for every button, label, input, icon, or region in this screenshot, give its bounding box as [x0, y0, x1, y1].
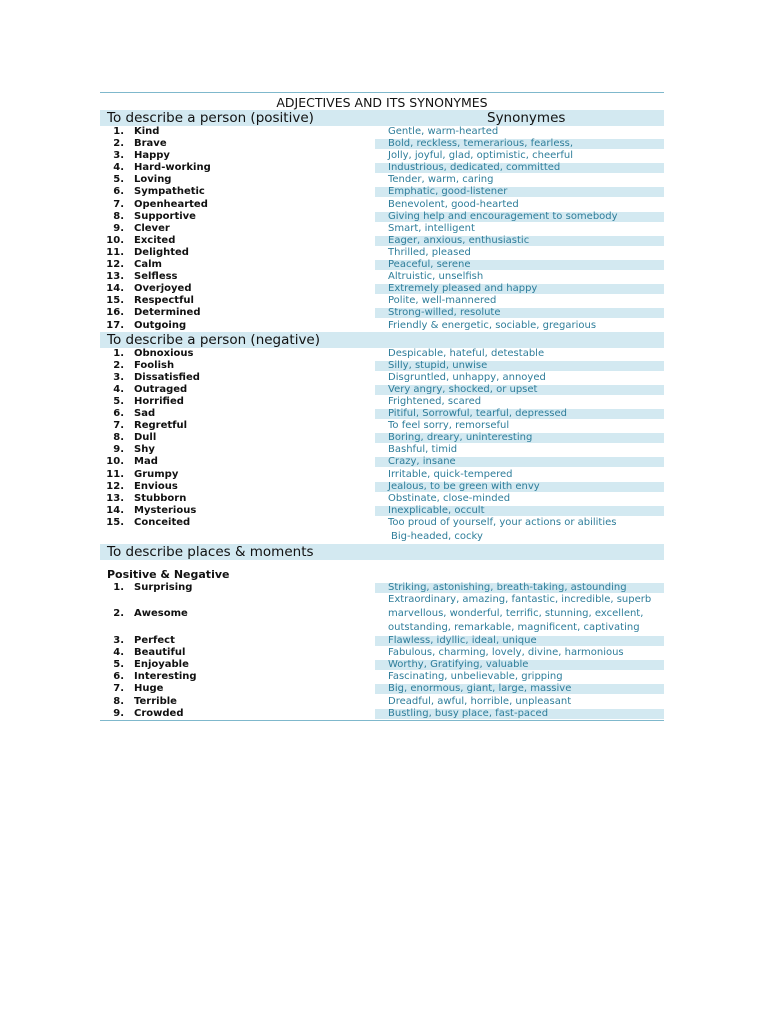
synonym-text: Giving help and encouragement to somebody — [375, 212, 664, 222]
item-number: 6. — [113, 671, 124, 683]
item-number: 7. — [113, 683, 124, 695]
section-header-places — [100, 544, 664, 560]
synonym-text: Disgruntled, unhappy, annoyed — [388, 371, 546, 383]
list-item — [100, 456, 664, 468]
synonym-text: To feel sorry, remorseful — [388, 420, 510, 432]
list-item — [100, 708, 664, 720]
item-number: 2. — [113, 359, 124, 371]
list-item — [100, 235, 664, 247]
list-item — [100, 683, 664, 695]
synonym-text: Extremely pleased and happy — [375, 284, 664, 294]
adjective-word: Outgoing — [134, 319, 187, 331]
item-number: 17. — [106, 319, 124, 331]
adjective-word: Beautiful — [134, 647, 186, 659]
synonym-text: Smart, intelligent — [388, 222, 475, 234]
negative-list — [100, 348, 664, 529]
synonym-text: Inexplicable, occult — [375, 506, 664, 516]
adjective-word: Envious — [134, 480, 178, 492]
item-number: 4. — [113, 383, 124, 395]
list-item — [100, 647, 664, 659]
list-item — [100, 162, 664, 174]
adjective-word: Stubborn — [134, 492, 187, 504]
synonym-text: Tender, warm, caring — [388, 174, 494, 186]
item-number: 12. — [106, 480, 124, 492]
item-number: 1. — [113, 582, 124, 593]
synonym-text: Worthy, Gratifying, valuable — [375, 660, 664, 670]
list-item — [100, 659, 664, 671]
positive-list — [100, 126, 664, 332]
list-item — [100, 223, 664, 235]
adjective-word: Shy — [134, 444, 155, 456]
synonym-text: Big, enormous, giant, large, massive — [375, 684, 664, 694]
synonym-text: Jolly, joyful, glad, optimistic, cheerful — [388, 150, 574, 162]
item-number: 9. — [113, 444, 124, 456]
adjective-word: Loving — [134, 174, 172, 186]
synonym-text: Extraordinary, amazing, fantastic, incredible, superb — [388, 594, 652, 606]
list-item — [100, 247, 664, 259]
item-number: 6. — [113, 186, 124, 198]
section-title-negative: To describe a person (negative) — [107, 331, 321, 348]
adjectives-table — [100, 92, 664, 721]
list-item — [100, 594, 664, 608]
item-number: 1. — [113, 126, 124, 137]
adjective-word: Perfect — [134, 635, 175, 647]
synonym-text: Too proud of yourself, your actions or abilities — [388, 516, 617, 528]
adjective-word: Obnoxious — [134, 347, 194, 359]
list-item — [100, 481, 664, 493]
adjective-word: Mad — [134, 456, 158, 468]
list-item — [100, 671, 664, 683]
synonym-text: Altruistic, unselfish — [388, 271, 484, 283]
synonym-text: Despicable, hateful, detestable — [388, 347, 545, 359]
item-number: 14. — [106, 283, 124, 295]
item-number: 5. — [113, 174, 124, 186]
adjective-word: Conceited — [134, 516, 191, 528]
synonym-text: Eager, anxious, enthusiastic — [375, 236, 664, 246]
list-item — [100, 126, 664, 138]
adjective-word: Mysterious — [134, 504, 197, 516]
synonym-text: Obstinate, close-minded — [388, 492, 511, 504]
item-number: 12. — [106, 259, 124, 271]
adjective-word: Calm — [134, 259, 162, 271]
adjective-word: Regretful — [134, 420, 188, 432]
synonym-text: Peaceful, serene — [375, 260, 664, 270]
list-item — [100, 186, 664, 198]
synonym-text: Friendly & energetic, sociable, gregarious — [388, 319, 597, 331]
adjective-word: Horrified — [134, 395, 184, 407]
item-number: 10. — [106, 456, 124, 468]
list-item — [100, 469, 664, 481]
synonym-text: Dreadful, awful, horrible, unpleasant — [388, 695, 572, 707]
adjective-word: Foolish — [134, 359, 175, 371]
adjective-word: Delighted — [134, 246, 189, 258]
item-number: 4. — [113, 647, 124, 659]
item-number: 13. — [106, 492, 124, 504]
adjective-word: Happy — [134, 150, 170, 162]
list-item — [100, 271, 664, 283]
synonyms-column-header: Synonymes — [487, 110, 566, 126]
list-item — [100, 320, 664, 332]
adjective-word: Awesome — [134, 608, 188, 620]
table-bottom-rule — [100, 720, 664, 721]
adjective-word: Huge — [134, 683, 164, 695]
list-item — [100, 283, 664, 295]
list-item — [100, 608, 664, 622]
item-number: 5. — [113, 395, 124, 407]
adjective-word: Dissatisfied — [134, 371, 200, 383]
list-item — [100, 696, 664, 708]
adjective-word: Dull — [134, 432, 157, 444]
adjective-word: Hard-working — [134, 162, 211, 174]
item-number: 2. — [113, 138, 124, 150]
list-item — [100, 307, 664, 319]
item-number: 1. — [113, 347, 124, 359]
list-item — [100, 199, 664, 211]
list-item — [100, 432, 664, 444]
list-item — [100, 259, 664, 271]
document-title: ADJECTIVES AND ITS SYNONYMES — [100, 92, 664, 110]
item-number: 9. — [113, 222, 124, 234]
synonym-text: Jealous, to be green with envy — [375, 482, 664, 492]
synonym-text: Boring, dreary, uninteresting — [375, 433, 664, 443]
section-title-positive: To describe a person (positive) — [107, 110, 314, 126]
synonym-text: Frightened, scared — [388, 395, 482, 407]
adjective-word: Clever — [134, 222, 170, 234]
item-number: 11. — [106, 246, 124, 258]
synonym-text: Striking, astonishing, breath-taking, astounding — [375, 583, 664, 593]
item-number: 5. — [113, 659, 124, 671]
list-item — [100, 517, 664, 529]
list-item — [100, 493, 664, 505]
synonym-text: outstanding, remarkable, magnificent, captivating — [388, 621, 640, 633]
synonym-text: marvellous, wonderful, terrific, stunning, excellent, — [388, 608, 644, 620]
adjective-word: Terrible — [134, 695, 177, 707]
item-number: 16. — [106, 307, 124, 319]
adjective-word: Selfless — [134, 271, 178, 283]
list-item — [100, 138, 664, 150]
synonym-text: Polite, well-mannered — [388, 295, 497, 307]
adjective-word: Interesting — [134, 671, 197, 683]
item-number: 15. — [106, 295, 124, 307]
item-number: 2. — [113, 608, 124, 620]
list-item — [100, 174, 664, 186]
list-item — [100, 635, 664, 647]
adjective-word: Supportive — [134, 210, 196, 222]
subheading-positive-negative: Positive & Negative — [107, 568, 230, 581]
item-number: 8. — [113, 695, 124, 707]
synonym-text: Irritable, quick-tempered — [388, 468, 513, 480]
list-item — [100, 444, 664, 456]
item-number: 11. — [106, 468, 124, 480]
synonym-text: Pitiful, Sorrowful, tearful, depressed — [375, 409, 664, 419]
section-title-places: To describe places & moments — [107, 544, 314, 560]
synonym-text: Bashful, timid — [388, 444, 458, 456]
list-item — [100, 295, 664, 307]
item-number: 3. — [113, 371, 124, 383]
item-number: 3. — [113, 635, 124, 647]
adjective-word: Crowded — [134, 707, 184, 719]
adjective-word: Overjoyed — [134, 283, 192, 295]
adjective-word: Enjoyable — [134, 659, 189, 671]
synonym-text: Crazy, insane — [375, 457, 664, 467]
synonym-text: Emphatic, good-listener — [375, 187, 664, 197]
item-number: 13. — [106, 271, 124, 283]
item-number: 8. — [113, 432, 124, 444]
synonym-text: Flawless, idyllic, ideal, unique — [375, 636, 664, 646]
item-number: 10. — [106, 234, 124, 246]
list-item-continuation — [100, 529, 664, 544]
list-item — [100, 505, 664, 517]
item-number: 14. — [106, 504, 124, 516]
section-header-negative — [100, 332, 664, 348]
item-number: 7. — [113, 198, 124, 210]
list-item — [100, 360, 664, 372]
synonym-continuation: Big-headed, cocky — [391, 531, 483, 542]
list-item — [100, 150, 664, 162]
synonym-text: Industrious, dedicated, committed — [375, 163, 664, 173]
adjective-word: Sad — [134, 408, 156, 420]
adjective-word: Determined — [134, 307, 201, 319]
adjective-word: Excited — [134, 234, 176, 246]
places-list — [100, 582, 664, 720]
adjective-word: Respectful — [134, 295, 194, 307]
adjective-word: Surprising — [134, 582, 193, 593]
list-item — [100, 211, 664, 223]
synonym-text: Bustling, busy place, fast-paced — [375, 709, 664, 719]
item-number: 7. — [113, 420, 124, 432]
list-item — [100, 348, 664, 360]
section-header-positive — [100, 110, 664, 126]
list-item — [100, 408, 664, 420]
adjective-word: Openhearted — [134, 198, 208, 210]
synonym-text: Gentle, warm-hearted — [388, 126, 499, 137]
item-number: 9. — [113, 707, 124, 719]
synonym-text: Benevolent, good-hearted — [388, 198, 519, 210]
item-number: 4. — [113, 162, 124, 174]
synonym-text: Strong-willed, resolute — [375, 308, 664, 318]
adjective-word: Grumpy — [134, 468, 179, 480]
synonym-text: Thrilled, pleased — [388, 246, 471, 258]
list-item — [100, 372, 664, 384]
adjective-word: Sympathetic — [134, 186, 205, 198]
synonym-text: Fascinating, unbelievable, gripping — [388, 671, 563, 683]
item-number: 6. — [113, 408, 124, 420]
synonym-text: Silly, stupid, unwise — [375, 361, 664, 371]
synonym-text: Fabulous, charming, lovely, divine, harmonious — [388, 647, 624, 659]
item-number: 8. — [113, 210, 124, 222]
adjective-word: Kind — [134, 126, 160, 137]
list-item — [100, 420, 664, 432]
adjective-word: Brave — [134, 138, 167, 150]
list-item — [100, 396, 664, 408]
item-number: 15. — [106, 516, 124, 528]
list-item — [100, 384, 664, 396]
synonym-text: Bold, reckless, temerarious, fearless, — [375, 139, 664, 149]
adjective-word: Outraged — [134, 383, 188, 395]
synonym-text: Very angry, shocked, or upset — [375, 385, 664, 395]
list-item — [100, 622, 664, 636]
item-number: 3. — [113, 150, 124, 162]
list-item — [100, 582, 664, 594]
